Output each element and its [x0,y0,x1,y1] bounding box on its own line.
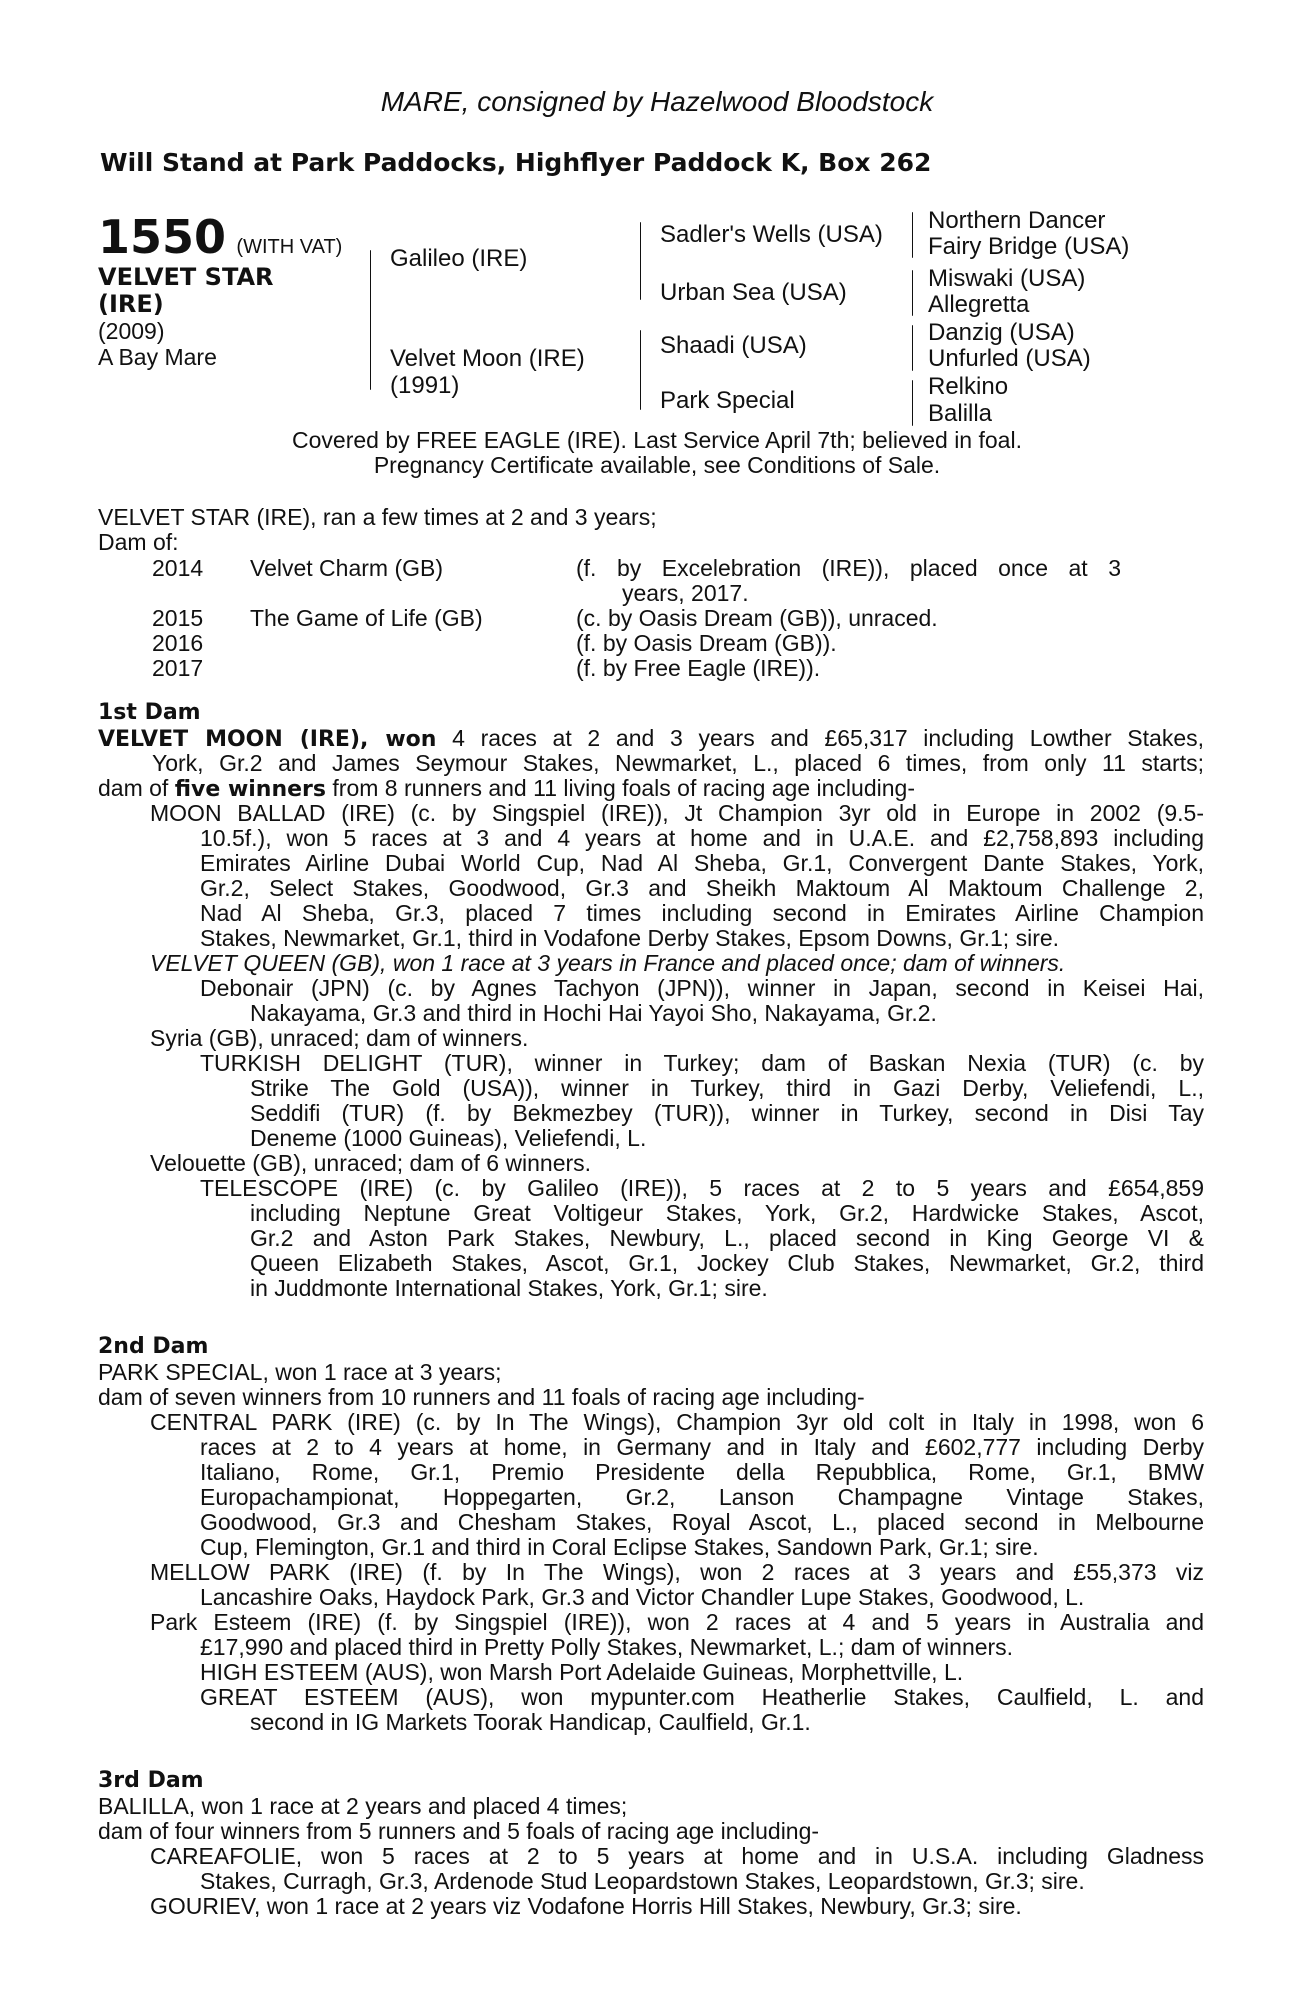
page-title: MARE, consigned by Hazelwood Bloodstock [380,86,934,117]
telescope-line: including Neptune Great Voltigeur Stakes, York, Gr.2, Hardwicke Stakes, Ascot, [250,1200,1204,1226]
central-park-line: races at 2 to 4 years at home, in Germany and in Italy and £602,777 including Derby [200,1434,1204,1460]
produce-note: (f. by Free Eagle (IRE)). [576,655,821,681]
pedigree-sire: Galileo (IRE) [390,245,528,272]
horse-name: VELVET STAR [98,263,274,291]
dam2-line: PARK SPECIAL, won 1 race at 3 years; [98,1359,502,1385]
produce-note-cont: years, 2017. [622,580,749,606]
pedigree-dam-dam: Park Special [660,387,795,414]
pregnancy-note: Pregnancy Certificate available, see Conditions of Sale. [373,452,941,478]
central-park-line: Cup, Flemington, Gr.1 and third in Coral Eclipse Stakes, Sandown Park, Gr.1; sire. [200,1534,1039,1560]
dam1-line: York, Gr.2 and James Seymour Stakes, Newmarket, L., placed 6 times, from only 11 starts; [152,750,1204,776]
produce-note: (f. by Excelebration (IRE)), placed once at 3 [576,555,1121,581]
debonair-line: Nakayama, Gr.3 and third in Hochi Hai Yayoi Sho, Nakayama, Gr.2. [250,1000,937,1026]
dam1-name: VELVET MOON (IRE), won [98,727,437,752]
produce-note: (c. by Oasis Dream (GB)), unraced. [576,605,938,631]
pedigree-dam-year: (1991) [390,372,460,399]
pedigree-sire-sire: Sadler's Wells (USA) [660,221,883,248]
moon-ballad-line: Stakes, Newmarket, Gr.1, third in Vodafone Derby Stakes, Epsom Downs, Gr.1; sire. [200,925,1060,951]
moon-ballad-line: MOON BALLAD (IRE) (c. by Singspiel (IRE)), Jt Champion 3yr old in Europe in 2002 (9.5- [150,800,1204,826]
telescope-line: TELESCOPE (IRE) (c. by Galileo (IRE)), 5 races at 2 to 5 years and £654,859 [200,1175,1204,1201]
mellow-park-line: Lancashire Oaks, Haydock Park, Gr.3 and Victor Chandler Lupe Stakes, Goodwood, L. [200,1584,1085,1610]
sire-brace [370,250,371,390]
produce-name: The Game of Life (GB) [250,605,483,631]
telescope-line: Queen Elizabeth Stakes, Ascot, Gr.1, Jockey Club Stakes, Newmarket, Gr.2, third [250,1250,1204,1276]
velvet-queen-line: VELVET QUEEN (GB), won 1 race at 3 years in France and placed once; dam of winners. [150,950,1066,976]
dam1-line [98,776,915,803]
dam3-line: dam of four winners from 5 runners and 5 foals of racing age including- [98,1818,820,1844]
dam3-line: BALILLA, won 1 race at 2 years and placed 4 times; [98,1793,628,1819]
pedigree-dsd: Unfurled (USA) [928,345,1091,372]
dam1-winners: five winners [174,777,327,802]
pedigree-dam-sire: Shaadi (USA) [660,332,807,359]
produce-year: 2014 [152,555,204,581]
section-heading-2nd-dam: 2nd Dam [98,1334,209,1359]
park-esteem-line: £17,990 and placed third in Pretty Polly Stakes, Newmarket, L.; dam of winners. [200,1634,1014,1660]
dam1-line [98,726,1204,753]
sds-brace [912,270,913,316]
dam1-text: from 8 runners and 11 living foals of racing age including- [326,775,915,801]
produce-year: 2017 [152,655,204,681]
horse-description: A Bay Mare [98,344,217,370]
moon-ballad-line: 10.5f.), won 5 races at 3 and 4 years at home and in U.A.E. and £2,758,893 including [200,825,1204,851]
central-park-line: Italiano, Rome, Gr.1, Premio Presidente della Repubblica, Rome, Gr.1, BMW [200,1459,1204,1485]
dds-brace [912,380,913,426]
velouette-line: Velouette (GB), unraced; dam of 6 winners. [150,1150,592,1176]
mellow-park-line: MELLOW PARK (IRE) (f. by In The Wings), won 2 races at 3 years and £55,373 viz [150,1559,1204,1585]
produce-year: 2016 [152,630,204,656]
gouriev-line: GOURIEV, won 1 race at 2 years viz Vodafone Horris Hill Stakes, Newbury, Gr.3; sire. [150,1893,1022,1919]
moon-ballad-line: Gr.2, Select Stakes, Goodwood, Gr.3 and Sheikh Maktoum Al Maktoum Challenge 2, [200,875,1204,901]
high-esteem-line: HIGH ESTEEM (AUS), won Marsh Port Adelaide Guineas, Morphettville, L. [200,1659,964,1685]
produce-name: Velvet Charm (GB) [250,555,443,581]
ds-brace [640,330,641,410]
pedigree-dam: Velvet Moon (IRE) [390,345,585,372]
telescope-line: in Juddmonte International Stakes, York, Gr.1; sire. [250,1275,768,1301]
central-park-line: Europachampionat, Hoppegarten, Gr.2, Lanson Champagne Vintage Stakes, [200,1484,1204,1510]
moon-ballad-line: Emirates Airline Dubai World Cup, Nad Al Sheba, Gr.1, Convergent Dante Stakes, York, [200,850,1204,876]
careafolie-line: CAREAFOLIE, won 5 races at 2 to 5 years at home and in U.S.A. including Gladness [150,1843,1204,1869]
dam-of-label: Dam of: [98,529,179,555]
sss-brace [912,212,913,258]
lot-number: 1550 [98,210,227,264]
pedigree-sire-dam: Urban Sea (USA) [660,279,847,306]
central-park-line: Goodwood, Gr.3 and Chesham Stakes, Royal Ascot, L., placed second in Melbourne [200,1509,1204,1535]
dam1-text: 4 races at 2 and 3 years and £65,317 including Lowther Stakes, [436,725,1205,751]
central-park-line: CENTRAL PARK (IRE) (c. by In The Wings), Champion 3yr old colt in Italy in 1998, won 6 [150,1409,1204,1435]
pedigree-ssd: Fairy Bridge (USA) [928,233,1130,260]
debonair-line: Debonair (JPN) (c. by Agnes Tachyon (JPN)), winner in Japan, second in Keisei Hai, [200,975,1204,1001]
great-esteem-line: GREAT ESTEEM (AUS), won mypunter.com Heatherlie Stakes, Caulfield, L. and [200,1684,1204,1710]
syria-line: Syria (GB), unraced; dam of winners. [150,1025,529,1051]
ss-brace [640,222,641,300]
produce-intro: VELVET STAR (IRE), ran a few times at 2 and 3 years; [98,504,657,530]
turkish-delight-line: Deneme (1000 Guineas), Veliefendi, L. [250,1125,647,1151]
turkish-delight-line: TURKISH DELIGHT (TUR), winner in Turkey; dam of Baskan Nexia (TUR) (c. by [200,1050,1204,1076]
pedigree-ddd: Balilla [928,400,993,427]
pedigree-sds: Miswaki (USA) [928,265,1086,292]
dam2-line: dam of seven winners from 10 runners and 11 foals of racing age including- [98,1384,865,1410]
horse-year: (2009) [98,318,165,344]
turkish-delight-line: Seddifi (TUR) (f. by Bekmezbey (TUR)), winner in Turkey, second in Disi Tay [250,1100,1204,1126]
pedigree-dss: Danzig (USA) [928,319,1075,346]
vat-label: (WITH VAT) [236,236,343,258]
pedigree-dds: Relkino [928,373,1009,400]
section-heading-3rd-dam: 3rd Dam [98,1768,204,1793]
section-heading-1st-dam: 1st Dam [98,700,201,725]
dam1-text: dam of [98,775,175,801]
dss-brace [912,325,913,371]
careafolie-line: Stakes, Curragh, Gr.3, Ardenode Stud Leopardstown Stakes, Leopardstown, Gr.3; sire. [200,1868,1085,1894]
lot-number-row [98,212,342,262]
great-esteem-line: second in IG Markets Toorak Handicap, Caulfield, Gr.1. [250,1709,811,1735]
park-esteem-line: Park Esteem (IRE) (f. by Singspiel (IRE)), won 2 races at 4 and 5 years in Australia and [150,1609,1204,1635]
produce-note: (f. by Oasis Dream (GB)). [576,630,837,656]
moon-ballad-line: Nad Al Sheba, Gr.3, placed 7 times including second in Emirates Airline Champion [200,900,1204,926]
horse-name-country: (IRE) [98,290,164,318]
telescope-line: Gr.2 and Aston Park Stakes, Newbury, L., placed second in King George VI & [250,1225,1204,1251]
turkish-delight-line: Strike The Gold (USA)), winner in Turkey, third in Gazi Derby, Veliefendi, L., [250,1075,1204,1101]
produce-year: 2015 [152,605,204,631]
covered-note: Covered by FREE EAGLE (IRE). Last Service April 7th; believed in foal. [292,427,1022,453]
pedigree-sss: Northern Dancer [928,207,1106,234]
pedigree-sdd: Allegretta [928,291,1030,318]
stand-location: Will Stand at Park Paddocks, Highflyer Paddock K, Box 262 [100,148,932,177]
